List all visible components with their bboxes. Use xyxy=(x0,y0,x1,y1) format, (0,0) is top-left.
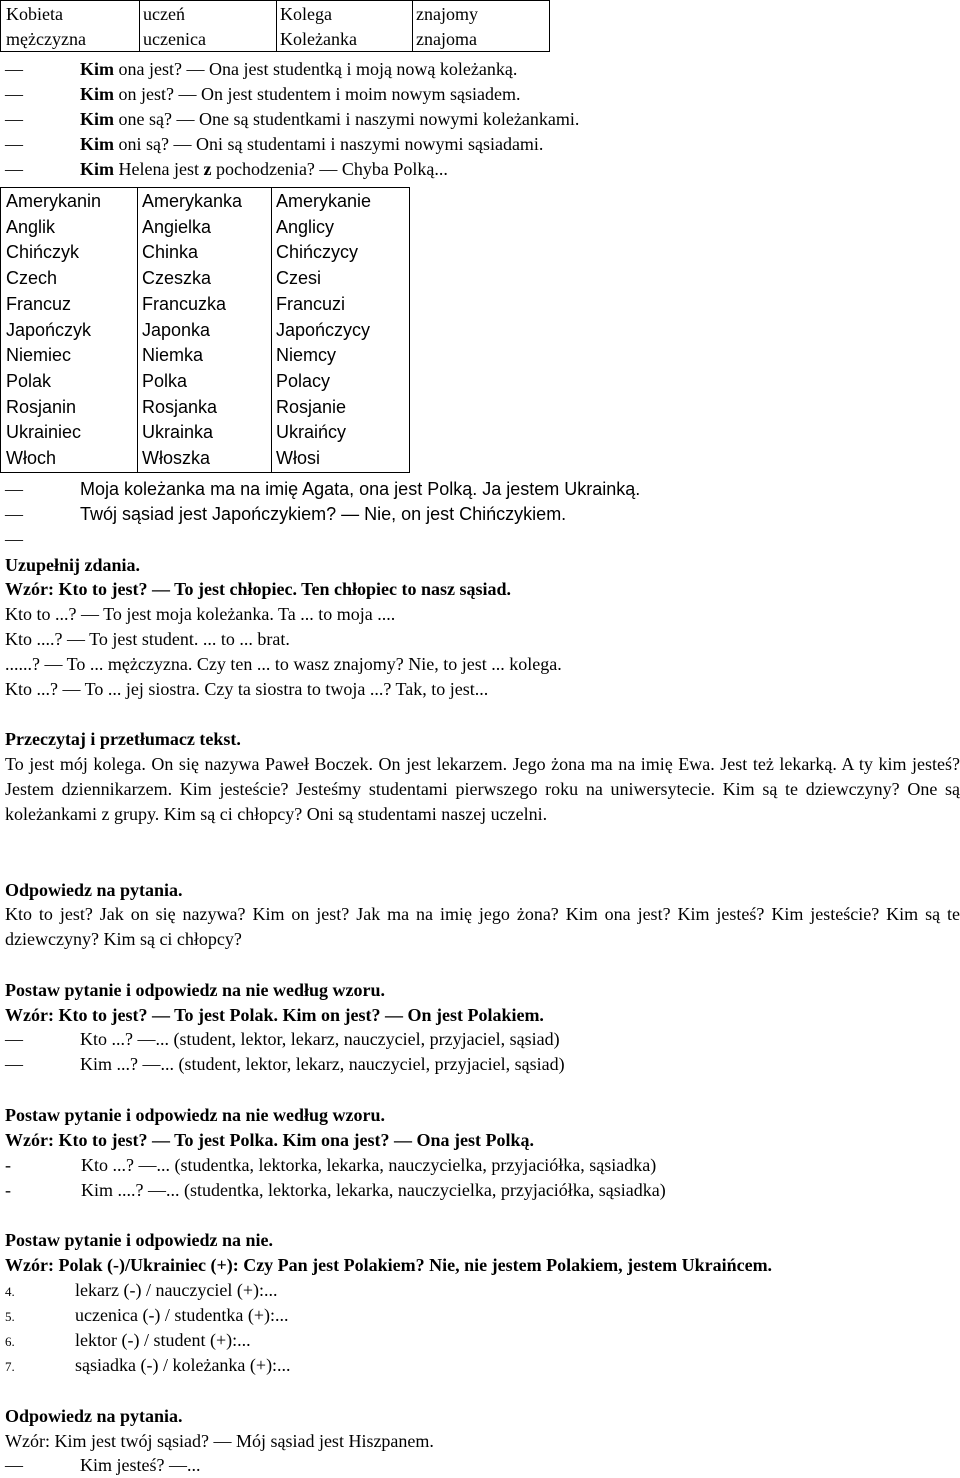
list-item xyxy=(5,1353,291,1378)
table-cell: Włoszka xyxy=(142,448,211,468)
item-number: 5. xyxy=(5,1309,15,1324)
dash: — xyxy=(5,134,23,154)
line-text: Kim ....? —... (studentka, lektorka, lekarka, nauczycielka, przyjaciółka, sąsiadka) xyxy=(81,1180,666,1200)
table-cell: Francuz xyxy=(6,293,72,314)
table-cell: Chińczycy xyxy=(276,242,359,263)
item-text: uczenica (-) / studentka (+):... xyxy=(75,1305,289,1325)
line-text: Kim jesteś? —... xyxy=(80,1455,201,1475)
table-cell: Japonka xyxy=(142,319,211,340)
nationalities-table xyxy=(0,187,410,473)
table-cell: uczeń xyxy=(143,4,185,24)
exercise-pattern: Wzór: Kto to jest? — To jest Polak. Kim on jest? — On jest Polakiem. xyxy=(5,1005,544,1025)
table-cell: Ukraińcy xyxy=(276,422,347,443)
table-cell: mężczyzna xyxy=(6,29,86,49)
item-text: lekarz (-) / nauczyciel (+):... xyxy=(75,1280,278,1300)
exercise-line: Kto ...? — To ... jej siostra. Czy ta siostra to twoja ...? Tak, to jest... xyxy=(5,679,489,699)
line-text: Twój sąsiad jest Japończykiem? — Nie, on jest Chińczykiem. xyxy=(80,504,567,524)
list-item xyxy=(5,1303,289,1328)
table-cell: Amerykanie xyxy=(276,191,372,211)
table-cell: Czesi xyxy=(276,268,322,289)
table-cell: znajomy xyxy=(416,4,478,24)
line-text: Kim ...? —... (student, lektor, lekarz, nauczyciel, przyjaciel, sąsiad) xyxy=(80,1054,565,1074)
table-cell: Czech xyxy=(6,268,58,289)
dash: — xyxy=(5,1054,23,1074)
line-text: ona jest? — Ona jest studentką i moją nową koleżanką. xyxy=(114,59,518,79)
table-cell: Japończyk xyxy=(6,319,92,340)
table-cell: Polak xyxy=(6,370,52,391)
table-cell: Rosjanie xyxy=(276,396,347,417)
table-cell: Koleżanka xyxy=(280,29,357,49)
table-cell: Niemcy xyxy=(276,345,337,366)
table-cell: Rosjanka xyxy=(142,396,218,417)
bold-word: Kim xyxy=(80,134,114,154)
bold-word: Kim xyxy=(80,59,114,79)
table-cell: Rosjanin xyxy=(6,396,77,417)
dash: - xyxy=(5,1180,11,1200)
dash: — xyxy=(5,529,23,549)
table-cell: Włoch xyxy=(6,448,57,468)
table-cell: Ukrainiec xyxy=(6,422,82,443)
table-cell: znajoma xyxy=(416,29,477,49)
list-item xyxy=(5,1328,251,1353)
exercise-line: Kto ....? — To jest student. ... to ... brat. xyxy=(5,629,290,649)
list-item xyxy=(5,1278,278,1303)
table-cell: Polacy xyxy=(276,370,331,391)
exercise-title: Postaw pytanie i odpowiedz na nie według wzoru. xyxy=(5,980,386,1000)
table-cell: Niemiec xyxy=(6,345,72,366)
exercise-line: Kto to ...? — To jest moja koleżanka. Ta ... to moja .... xyxy=(5,604,396,624)
item-number: 4. xyxy=(5,1284,15,1299)
line-text: pochodzenia? — Chyba Polką... xyxy=(211,159,448,179)
bold-word: Kim xyxy=(80,84,114,104)
exercise-title: Postaw pytanie i odpowiedz na nie. xyxy=(5,1230,274,1250)
table-cell: Niemka xyxy=(142,345,204,366)
exercise-pattern: Wzór: Polak (-)/Ukrainiec (+): Czy Pan jest Polakiem? Nie, nie jestem Polakiem, jestem Ukraińcem. xyxy=(5,1255,773,1275)
exercise-text: To jest mój kolega. On się nazywa Paweł Boczek. On jest lekarzem. Jego żona ma na imię Ewa. Jest też lekarką. A ty kim jesteś? Jestem dziennikarzem. Kim jesteście? Jesteśmy studentami pierwszego roku na uniwersytecie. Kim są te dziewczyny? One są koleżankami z grupy. Kim są ci chłopcy? Oni są studentami naszej uczelni. xyxy=(5,754,960,824)
line-text: Moja koleżanka ma na imię Agata, ona jest Polką. Ja jestem Ukrainką. xyxy=(80,479,641,499)
exercise-title: Postaw pytanie i odpowiedz na nie według wzoru. xyxy=(5,1105,386,1125)
dash: — xyxy=(5,1029,23,1049)
table-cell: Polka xyxy=(142,370,188,391)
exercise-text: Kto to jest? Jak on się nazywa? Kim on jest? Jak ma na imię jego żona? Kim ona jest? Kim jesteś? Kim jesteście? Kim są te dziewczyny? Kim są ci chłopcy? xyxy=(5,904,960,949)
dash: — xyxy=(5,109,23,129)
table-cell: Amerykanin xyxy=(6,191,102,211)
exercise-pattern: Wzór: Kto to jest? — To jest chłopiec. Ten chłopiec to nasz sąsiad. xyxy=(5,579,511,599)
line-text: Kto ...? —... (student, lektor, lekarz, nauczyciel, przyjaciel, sąsiad) xyxy=(80,1029,560,1049)
table-cell: Angielka xyxy=(142,216,212,237)
dash: — xyxy=(5,504,23,524)
bold-word: z xyxy=(203,159,212,179)
exercise-title: Uzupełnij zdania. xyxy=(5,555,141,575)
table-cell: Chińczyk xyxy=(6,242,80,263)
exercise-line: ......? — To ... mężczyzna. Czy ten ... to wasz znajomy? Nie, to jest ... kolega. xyxy=(5,654,562,674)
bold-word: Kim xyxy=(80,109,114,129)
dash: — xyxy=(5,479,23,499)
item-number: 7. xyxy=(5,1359,15,1374)
dash: — xyxy=(5,59,23,79)
exercise-title: Odpowiedz na pytania. xyxy=(5,880,183,900)
table-cell: Anglik xyxy=(6,216,56,237)
exercise-pattern: Wzór: Kim jest twój sąsiad? — Mój sąsiad jest Hiszpanem. xyxy=(5,1431,434,1451)
item-number: 6. xyxy=(5,1334,15,1349)
dash: — xyxy=(5,159,23,179)
item-text: lektor (-) / student (+):... xyxy=(75,1330,251,1350)
table-cell: Włosi xyxy=(276,448,320,468)
dash: - xyxy=(5,1155,11,1175)
table-cell: Anglicy xyxy=(276,216,335,237)
exercise-title: Odpowiedz na pytania. xyxy=(5,1406,183,1426)
dash: — xyxy=(5,84,23,104)
line-text: oni są? — Oni są studentami i naszymi nowymi sąsiadami. xyxy=(114,134,544,154)
table-cell: uczenica xyxy=(143,29,206,49)
table-cell: Francuzi xyxy=(276,293,346,314)
line-text: Helena jest xyxy=(114,159,204,179)
table-cell: Kobieta xyxy=(6,4,63,24)
table-cell: Ukrainka xyxy=(142,422,214,443)
table-cell: Francuzka xyxy=(142,293,227,314)
line-text: one są? — One są studentkami i naszymi nowymi koleżankami. xyxy=(114,109,580,129)
table-cell: Japończycy xyxy=(276,319,371,340)
table-cell: Kolega xyxy=(280,4,332,24)
dash: — xyxy=(5,1455,23,1475)
exercise-title: Przeczytaj i przetłumacz tekst. xyxy=(5,729,241,749)
item-text: sąsiadka (-) / koleżanka (+):... xyxy=(75,1355,291,1375)
line-text: on jest? — On jest studentem i moim nowym sąsiadem. xyxy=(114,84,521,104)
table-cell: Czeszka xyxy=(142,268,212,289)
table-cell: Chinka xyxy=(142,242,199,263)
bold-word: Kim xyxy=(80,159,114,179)
line-text: Kto ...? —... (studentka, lektorka, lekarka, nauczycielka, przyjaciółka, sąsiadka) xyxy=(81,1155,657,1175)
exercise-pattern: Wzór: Kto to jest? — To jest Polka. Kim ona jest? — Ona jest Polką. xyxy=(5,1130,534,1150)
persons-table xyxy=(0,0,550,52)
table-cell: Amerykanka xyxy=(142,191,243,211)
